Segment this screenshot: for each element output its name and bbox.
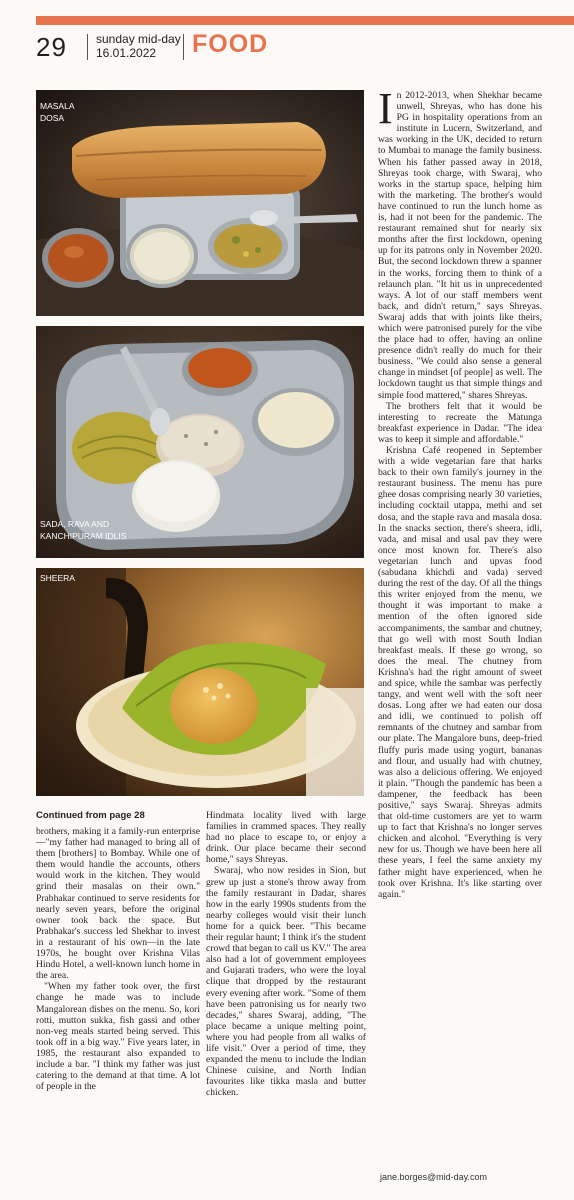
- author-email: jane.borges@mid-day.com: [380, 1172, 488, 1182]
- caption-line: SHEERA: [40, 573, 75, 583]
- header-accent-bar: [36, 16, 574, 25]
- article-paragraph: Krishna Café reopened in September with a wide vegetarian fare that harks back to their own family's journey in the restaurant business. The menu has pure ghee dosas comprising nearly 30 varieties, including cocktail utappa, methi and set dosa, and the staple rava and masala dosa. In the snacks section, there's sheera, idli, vada, and misal and usal pav they were once most known for. There's also vegetarian lunch and upvas food (sabudana khichdi and vada) served during the rest of the day. Of all the things this writer enjoyed from the menu, we thought it was important to make a mention of the often ignored side accompaniments, the sambar and chutney, that go well with most South Indian breakfast meals. If these go wrong, so does the meal. The chutney from Krishna's had the right amount of sweet and spice, while the sambar was perfectly tangy, and went well with the soft neer dosas. Long after we had eaten our dosa and idli, we continued to polish off remnants of the chutney and sambar from our plate. The Mangalore buns, deep-fried fluffy puris made using yogurt, bananas and flour, and usually had with chutney, was also a delicious offering. We enjoyed it plain. "Though the pandemic has been a dampener, the feedback has been positive," says Swaraj. Shreyas admits that old-time customers are yet to warm up to fact that Krishna's no longer serves chicken and alcohol. "Everything is very new for us. Though we have been here all these years, I feel the same anxiety my father might have experienced, when he took over Krishna. It's like starting over again.": [378, 445, 542, 900]
- continued-label: Continued from page 28: [36, 810, 145, 821]
- article-paragraph: [378, 84, 542, 401]
- article-paragraph: Swaraj, who now resides in Sion, but grew up just a stone's throw away from the family restaurant in Dadar, shares how in the early 1990s students from the nearby colleges would visit their lunch home for a quick beer. "This became their regular haunt; I think it's the student crowd that began to call us KV." The area also had a lot of government employees and Gujarati traders, who were the loyal clique that dropped by the restaurant every evening after work. "Some of them have been patronising us for nearly two decades," shares Swaraj, adding, "The place became a unique melting point, where you had people from all walks of life visit." Over a period of time, they expanded the menu to include the Indian Chinese cuisine, and North Indian favourites like tikka masla and butter chicken.: [206, 865, 366, 1099]
- article-column-right: [378, 84, 542, 900]
- sheera-photo: [36, 568, 364, 796]
- article-paragraph: "When my father took over, the first change he made was to include Mangalorean dishes on the menu. So, kori rotti, mutton sukka, fish gassi and other non-veg meals started being served. This took off in a big way." Five years later, in 1985, the restaurant also expanded to include a bar. "I think my father was just catering to the demand at that time. A lot of people in the: [36, 981, 200, 1093]
- caption-line: KANCHIPURAM IDLIS: [40, 531, 127, 541]
- article-paragraph: The brothers felt that it would be interesting to recreate the Matunga breakfast experience in Dadar. "The idea was to keep it simple and affordable.": [378, 400, 542, 445]
- publication-name: sunday mid-day: [96, 32, 181, 46]
- photo-caption: [40, 518, 126, 542]
- article-paragraph: Hindmata locality lived with large families in crammed spaces. They really had no place to escape to, or enjoy a drink. Our place became their second home," says Shreyas.: [206, 810, 366, 866]
- section-title: FOOD: [192, 30, 269, 58]
- caption-line: SADA, RAVA AND: [40, 519, 110, 529]
- drop-cap: I: [378, 84, 393, 133]
- caption-line: DOSA: [40, 113, 65, 123]
- header-divider: [87, 34, 88, 60]
- article-column-middle: [206, 810, 366, 1098]
- photo-caption: [40, 572, 75, 584]
- header-divider: [183, 34, 184, 60]
- photo-caption: [40, 100, 75, 124]
- article-column-left: [36, 826, 200, 1092]
- article-paragraph: brothers, making it a family-run enterprise—"my father had managed to bring all of them [brothers] to Bombay. While one of them would handle the accounts, others would work in the kitchen. They would grind their masalas on their own." Prabhakar continued to serve residents for nearly seven years, before the original owner took back the space. But Prabhakar's success led Shekhar to invest in a restaurant of his own—in the late 1970s, he bought over Krishna Vilas Hindu Hotel, a well-known lunch home in the area.: [36, 826, 200, 982]
- page-number: 29: [36, 32, 67, 62]
- paragraph-text: n 2012-2013, when Shekhar became unwell, Shreyas, who has done his PG in hospitality operations from an institute in Lucern, Switzerland, and was working in the UK, decided to return to Mumbai to manage the family business. When his father passed away in 2018, Shreyas took charge, with Swaraj, who works in the startup space, helping him with the marketing. The brother's would have continued to run the lunch home as is, had it not been for the pandemic. The restaurant remained shut for nearly six months after the first lockdown, opening up for its patrons only in November 2020. But, the second lockdown threw a spanner in the works, forcing them to think of a relaunch plan. "It hit us in unprecedented ways. A lot of our staff members went back, and didn't return," says Shreyas. Swaraj adds that with joints like theirs, which were patronised purely for the vibe the place had to offer, having an online presence didn't really do much for their business. "We could also sense a general change in mindset [of people] as well. The lockdown taught us that simple things and simple food mattered," shares Shreyas.: [378, 90, 542, 401]
- idlis-photo: [36, 326, 364, 558]
- publication-date: 16.01.2022: [96, 46, 157, 60]
- masala-dosa-photo: [36, 90, 364, 316]
- caption-line: MASALA: [40, 101, 75, 111]
